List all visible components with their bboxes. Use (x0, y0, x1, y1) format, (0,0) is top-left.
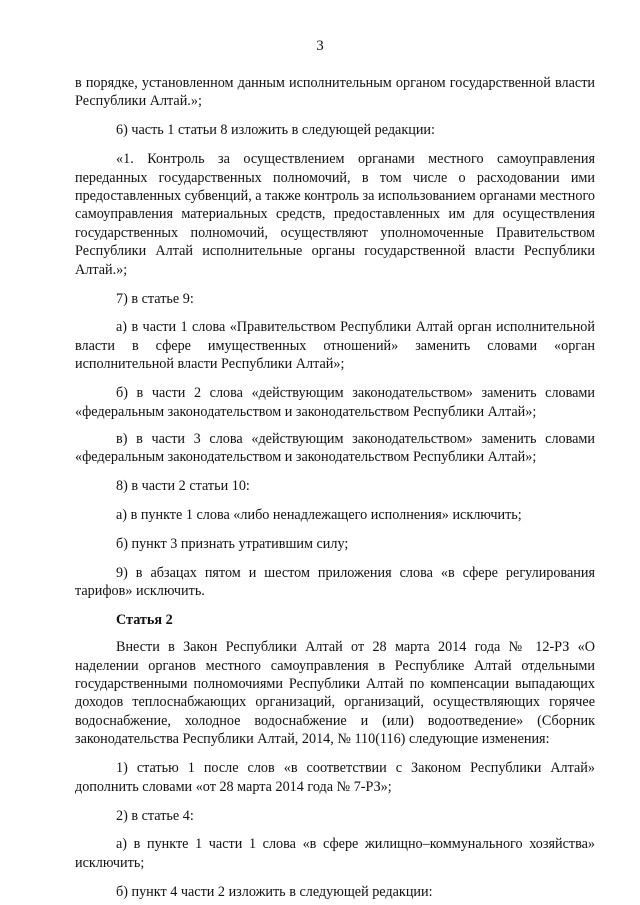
paragraph-item-8: 8) в части 2 статьи 10: (116, 478, 250, 495)
paragraph-item-7a: а) в части 1 слова «Правительством Республики Алтай орган исполнительной власти в сфере имущественных отношений» заменить словами «орган исполнительной власти Республики Алтай»; (75, 319, 595, 373)
document-body (75, 74, 595, 901)
paragraph-item-8b: б) пункт 3 признать утратившим силу; (116, 536, 349, 553)
paragraph-item-8a: а) в пункте 1 слова «либо ненадлежащего исполнения» исключить; (116, 507, 522, 524)
paragraph-item-7v: в) в части 3 слова «действующим законодательством» заменить словами «федеральным законодательством и законодательством Республики Алтай»; (75, 431, 595, 466)
paragraph-a2-item-2: 2) в статье 4: (116, 807, 194, 824)
page-number: 3 (316, 38, 324, 54)
article-heading: Статья 2 (116, 611, 173, 628)
paragraph-a2-item-1: 1) статью 1 после слов «в соответствии с Законом Республики Алтай» дополнить словами «от 28 марта 2014 года № 7-РЗ»; (75, 760, 595, 795)
paragraph-item-6: 6) часть 1 статьи 8 изложить в следующей редакции: (116, 122, 435, 139)
paragraph-article-2-intro: Внести в Закон Республики Алтай от 28 марта 2014 года № 12-РЗ «О наделении органов местного самоуправления в Республике Алтай отдельными государственными полномочиями Республики Алтай по компенсации выпадающих доходов теплоснабжающих организаций, организаций, осуществляющих горячее водоснабжение, холодное водоснабжение и (или) водоотведение» (Сборник законодательства Республики Алтай, 2014, № 110(116) следующие изменения: (75, 639, 595, 748)
paragraph-a2-item-2a: а) в пункте 1 части 1 слова «в сфере жилищно–коммунального хозяйства» исключить; (75, 836, 595, 871)
paragraph-quoted-text: «1. Контроль за осуществлением органами местного самоуправления переданных государственных полномочий, в том числе о расходовании ими предоставленных субвенций, а также контроль за использованием органами местного самоуправления материальных средств, предоставленных им для осуществления государственных полномочий, осуществляют уполномоченные Правительством Республики Алтай исполнительные органы государственной власти Республики Алтай.»; (75, 151, 595, 278)
paragraph-item-9: 9) в абзацах пятом и шестом приложения слова «в сфере регулирования тарифов» исключить. (75, 565, 595, 600)
paragraph-a2-item-2b: б) пункт 4 части 2 изложить в следующей редакции: (116, 883, 433, 900)
paragraph-item-7: 7) в статье 9: (116, 290, 194, 307)
paragraph-item-7b: б) в части 2 слова «действующим законодательством» заменить словами «федеральным законодательством и законодательством Республики Алтай»; (75, 385, 595, 420)
paragraph-continuation: в порядке, установленном данным исполнительным органом государственной власти Республики Алтай.»; (75, 75, 595, 110)
